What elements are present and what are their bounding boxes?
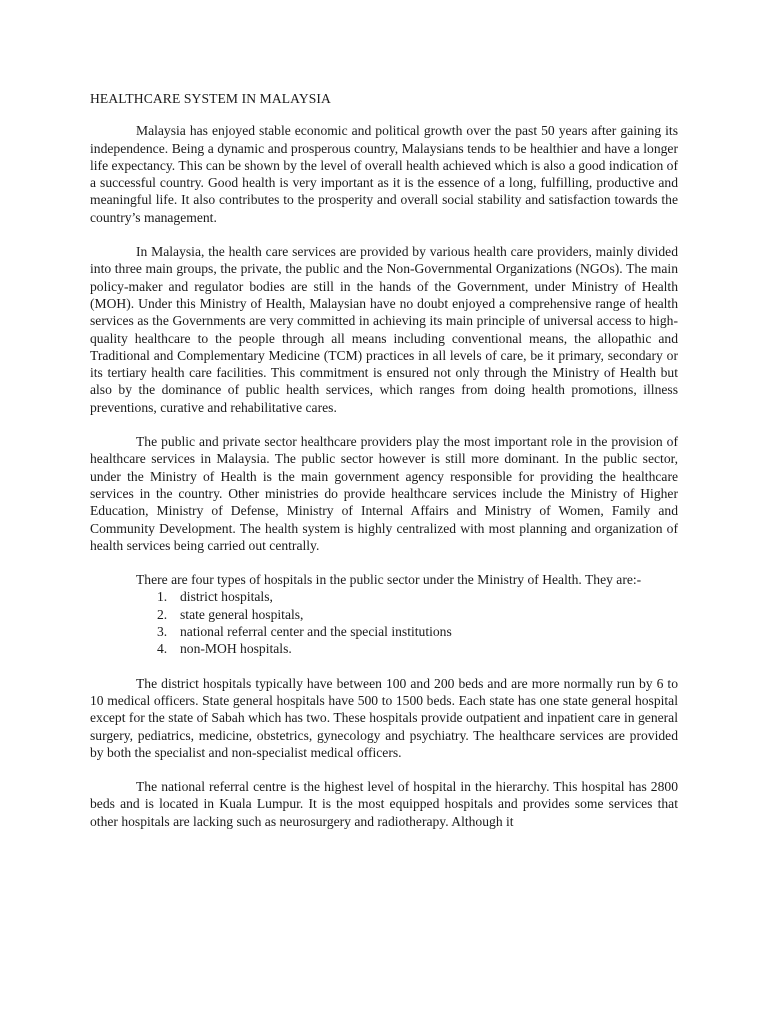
- paragraph-district-state-hospitals: The district hospitals typically have between 100 and 200 beds and are more normally run by 6 to 10 medical officers. State general hospitals have 500 to 1500 beds. Each state has one state general hospital except for the state of Sabah which has two. These hospitals provide outpatient and inpatient care in general surgery, pediatrics, medicine, obstetrics, gynecology and psychiatry. The healthcare services are provided by both the specialist and non-specialist medical officers.: [90, 675, 678, 760]
- list-item-number: 4.: [157, 641, 168, 657]
- list-item: [90, 623, 678, 640]
- list-item: [90, 640, 678, 657]
- document-title: HEALTHCARE SYSTEM IN MALAYSIA: [90, 91, 331, 106]
- paragraph-hospital-types-intro: There are four types of hospitals in the public sector under the Ministry of Health. They are:-: [136, 572, 642, 588]
- paragraph-national-referral: The national referral centre is the highest level of hospital in the hierarchy. This hospital has 2800 beds and is located in Kuala Lumpur. It is the most equipped hospitals and provides some services that other hospitals are lacking such as neurosurgery and radiotherapy. Although it: [90, 779, 678, 829]
- list-item-number: 1.: [157, 589, 168, 605]
- document-page: [90, 90, 678, 847]
- paragraph-sectors: The public and private sector healthcare providers play the most important role in the provision of healthcare services in Malaysia. The public sector however is still more dominant. In the public sector, under the Ministry of Health is the main government agency responsible for providing the healthcare services in the country. Other ministries do provide healthcare services include the Ministry of Higher Education, Ministry of Defense, Ministry of Internal Affairs and Ministry of Women, Family and Community Development. The health system is highly centralized with most planning and organization of health services being carried out centrally.: [90, 434, 678, 553]
- paragraph-providers: In Malaysia, the health care services are provided by various health care providers, mainly divided into three main groups, the private, the public and the Non-Governmental Organizations (NGOs). The main policy-maker and regulator bodies are still in the hands of the Government, under Ministry of Health (MOH). Under this Ministry of Health, Malaysian have no doubt enjoyed a comprehensive range of health services as the Governments are very committed in achieving its main principle of universal access to high-quality healthcare to the people through all means including conventional means, the allopathic and Traditional and Complementary Medicine (TCM) practices in all levels of care, be it primary, secondary or its tertiary health care facilities. This commitment is ensured not only through the Ministry of Health but also by the dominance of public health services, which ranges from doing health promotions, illness preventions, curative and rehabilitative cares.: [90, 244, 678, 415]
- list-item: [90, 606, 678, 623]
- list-item-text: district hospitals,: [180, 589, 273, 605]
- list-item: [90, 588, 678, 605]
- list-item-text: state general hospitals,: [180, 606, 304, 622]
- list-item-number: 2.: [157, 606, 168, 622]
- paragraph-intro: Malaysia has enjoyed stable economic and political growth over the past 50 years after gaining its independence. Being a dynamic and prosperous country, Malaysians tends to be healthier and have a longer life expectancy. This can be shown by the level of overall health achieved which is also a good indication of a successful country. Good health is very important as it is the essence of a long, fulfilling, productive and meaningful life. It also contributes to the prosperity and overall social stability and satisfaction towards the country’s management.: [90, 123, 678, 225]
- list-item-number: 3.: [157, 624, 168, 640]
- list-item-text: non-MOH hospitals.: [180, 641, 292, 657]
- list-item-text: national referral center and the special institutions: [180, 624, 452, 640]
- hospital-types-list: [90, 588, 678, 657]
